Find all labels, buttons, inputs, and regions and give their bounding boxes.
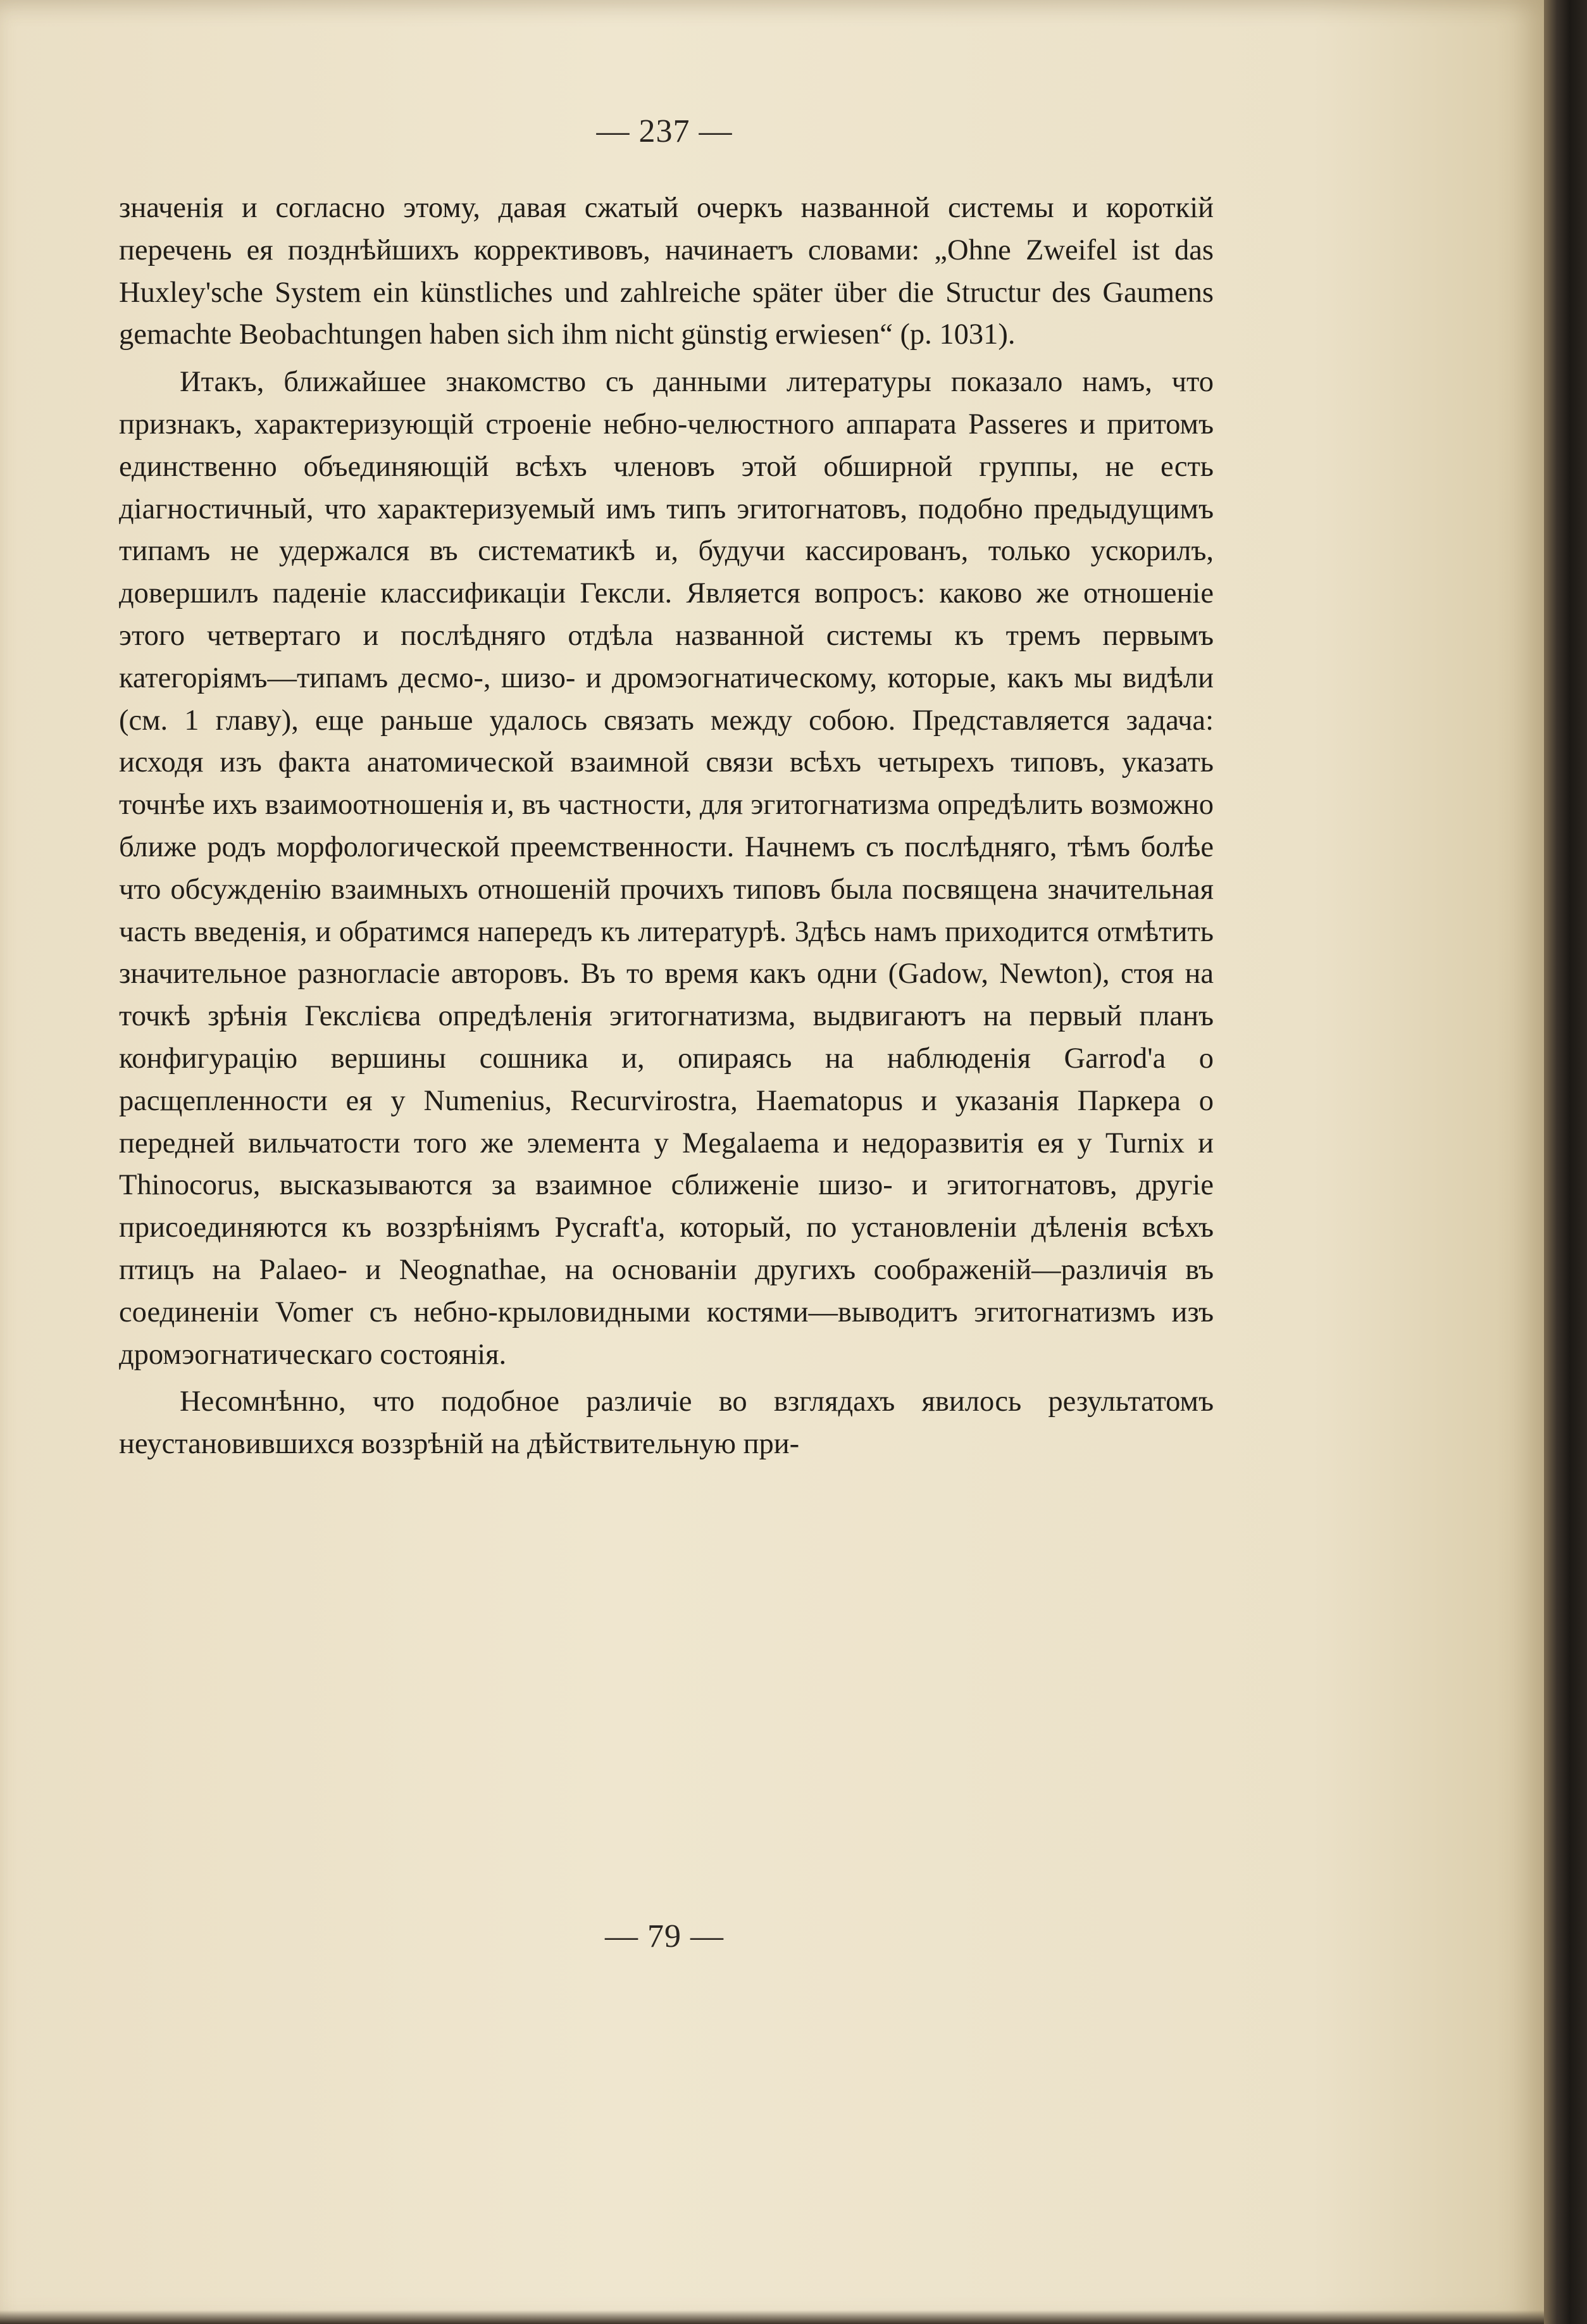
page-bottom-shadow xyxy=(0,2310,1544,2324)
book-binding-edge xyxy=(1544,0,1587,2324)
page-number-top: — 237 — xyxy=(596,113,733,149)
page-number-bottom: — 79 — xyxy=(605,1918,724,1954)
paragraph-2: Итакъ, ближайшее знакомство съ данными литературы показало намъ, что признакъ, характеризующій строеніе небно-челюстного аппарата Passeres и притомъ единственно объединяющій всѣхъ членовъ этой обширной группы, не есть діагностичный, что характеризуемый имъ типъ эгитогнатовъ, подобно предыдущимъ типамъ не удержался въ систематикѣ и, будучи кассированъ, только ускорилъ, довершилъ паденіе классификаціи Гексли. Является вопросъ: каково же отношеніе этого четвертаго и послѣдняго отдѣла названной системы къ тремъ первымъ категоріямъ—типамъ десмо-, шизо- и дромэогнатическому, которые, какъ мы видѣли (см. 1 главу), еще раньше удалось связать между собою. Представляется задача: исходя изъ факта анатомической взаимной связи всѣхъ четырехъ типовъ, указать точнѣе ихъ взаимоотношенія и, въ частности, для эгитогнатизма опредѣлить возможно ближе родъ морфологической преемственности. Начнемъ съ послѣдняго, тѣмъ болѣе что обсужденію взаимныхъ отношеній прочихъ типовъ была посвящена значительная часть введенія, и обратимся напередъ къ литературѣ. Здѣсь намъ приходится отмѣтить значительное разногласіе авторовъ. Въ то время какъ одни (Gadow, Newton), стоя на точкѣ зрѣнія Гекслієва опредѣленія эгитогнатизма, выдвигаютъ на первый планъ конфигурацію вершины сошника и, опираясь на наблюденія Garrod'а о расщепленности ея у Numenius, Recurvirostra, Haematopus и указанія Паркера о передней вильчатости того же элемента у Megalaema и недоразвитія ея у Turnix и Thinocorus, высказываются за взаимное сближеніе шизо- и эгитогнатовъ, другіе присоединяются къ воззрѣніямъ Pycraft'а, который, по установленіи дѣленія всѣхъ птицъ на Palaeo- и Neognathae, на основаніи другихъ соображеній—различія въ соединеніи Vomer съ небно-крыловидными костями—выводитъ эгитогнатизмъ изъ дромэогнатическаго состоянія. xyxy=(119,366,1214,1371)
paragraph-3: Несомнѣнно, что подобное различіе во взглядахъ явилось результатомъ неустановившихся воззрѣній на дѣйствительную при- xyxy=(119,1385,1214,1461)
body-text xyxy=(119,187,1214,1466)
paragraph-1: значенія и согласно этому, давая сжатый очеркъ названной системы и короткій перечень ея позднѣйшихъ коррективовъ, начинаетъ словами: „Ohne Zweifel ist das Huxley'sche System ein künstliches und zahlreiche später über die Structur des Gaumens gemachte Beobachtungen haben sich ihm nicht günstig erwiesen“ (p. 1031). xyxy=(119,192,1214,351)
